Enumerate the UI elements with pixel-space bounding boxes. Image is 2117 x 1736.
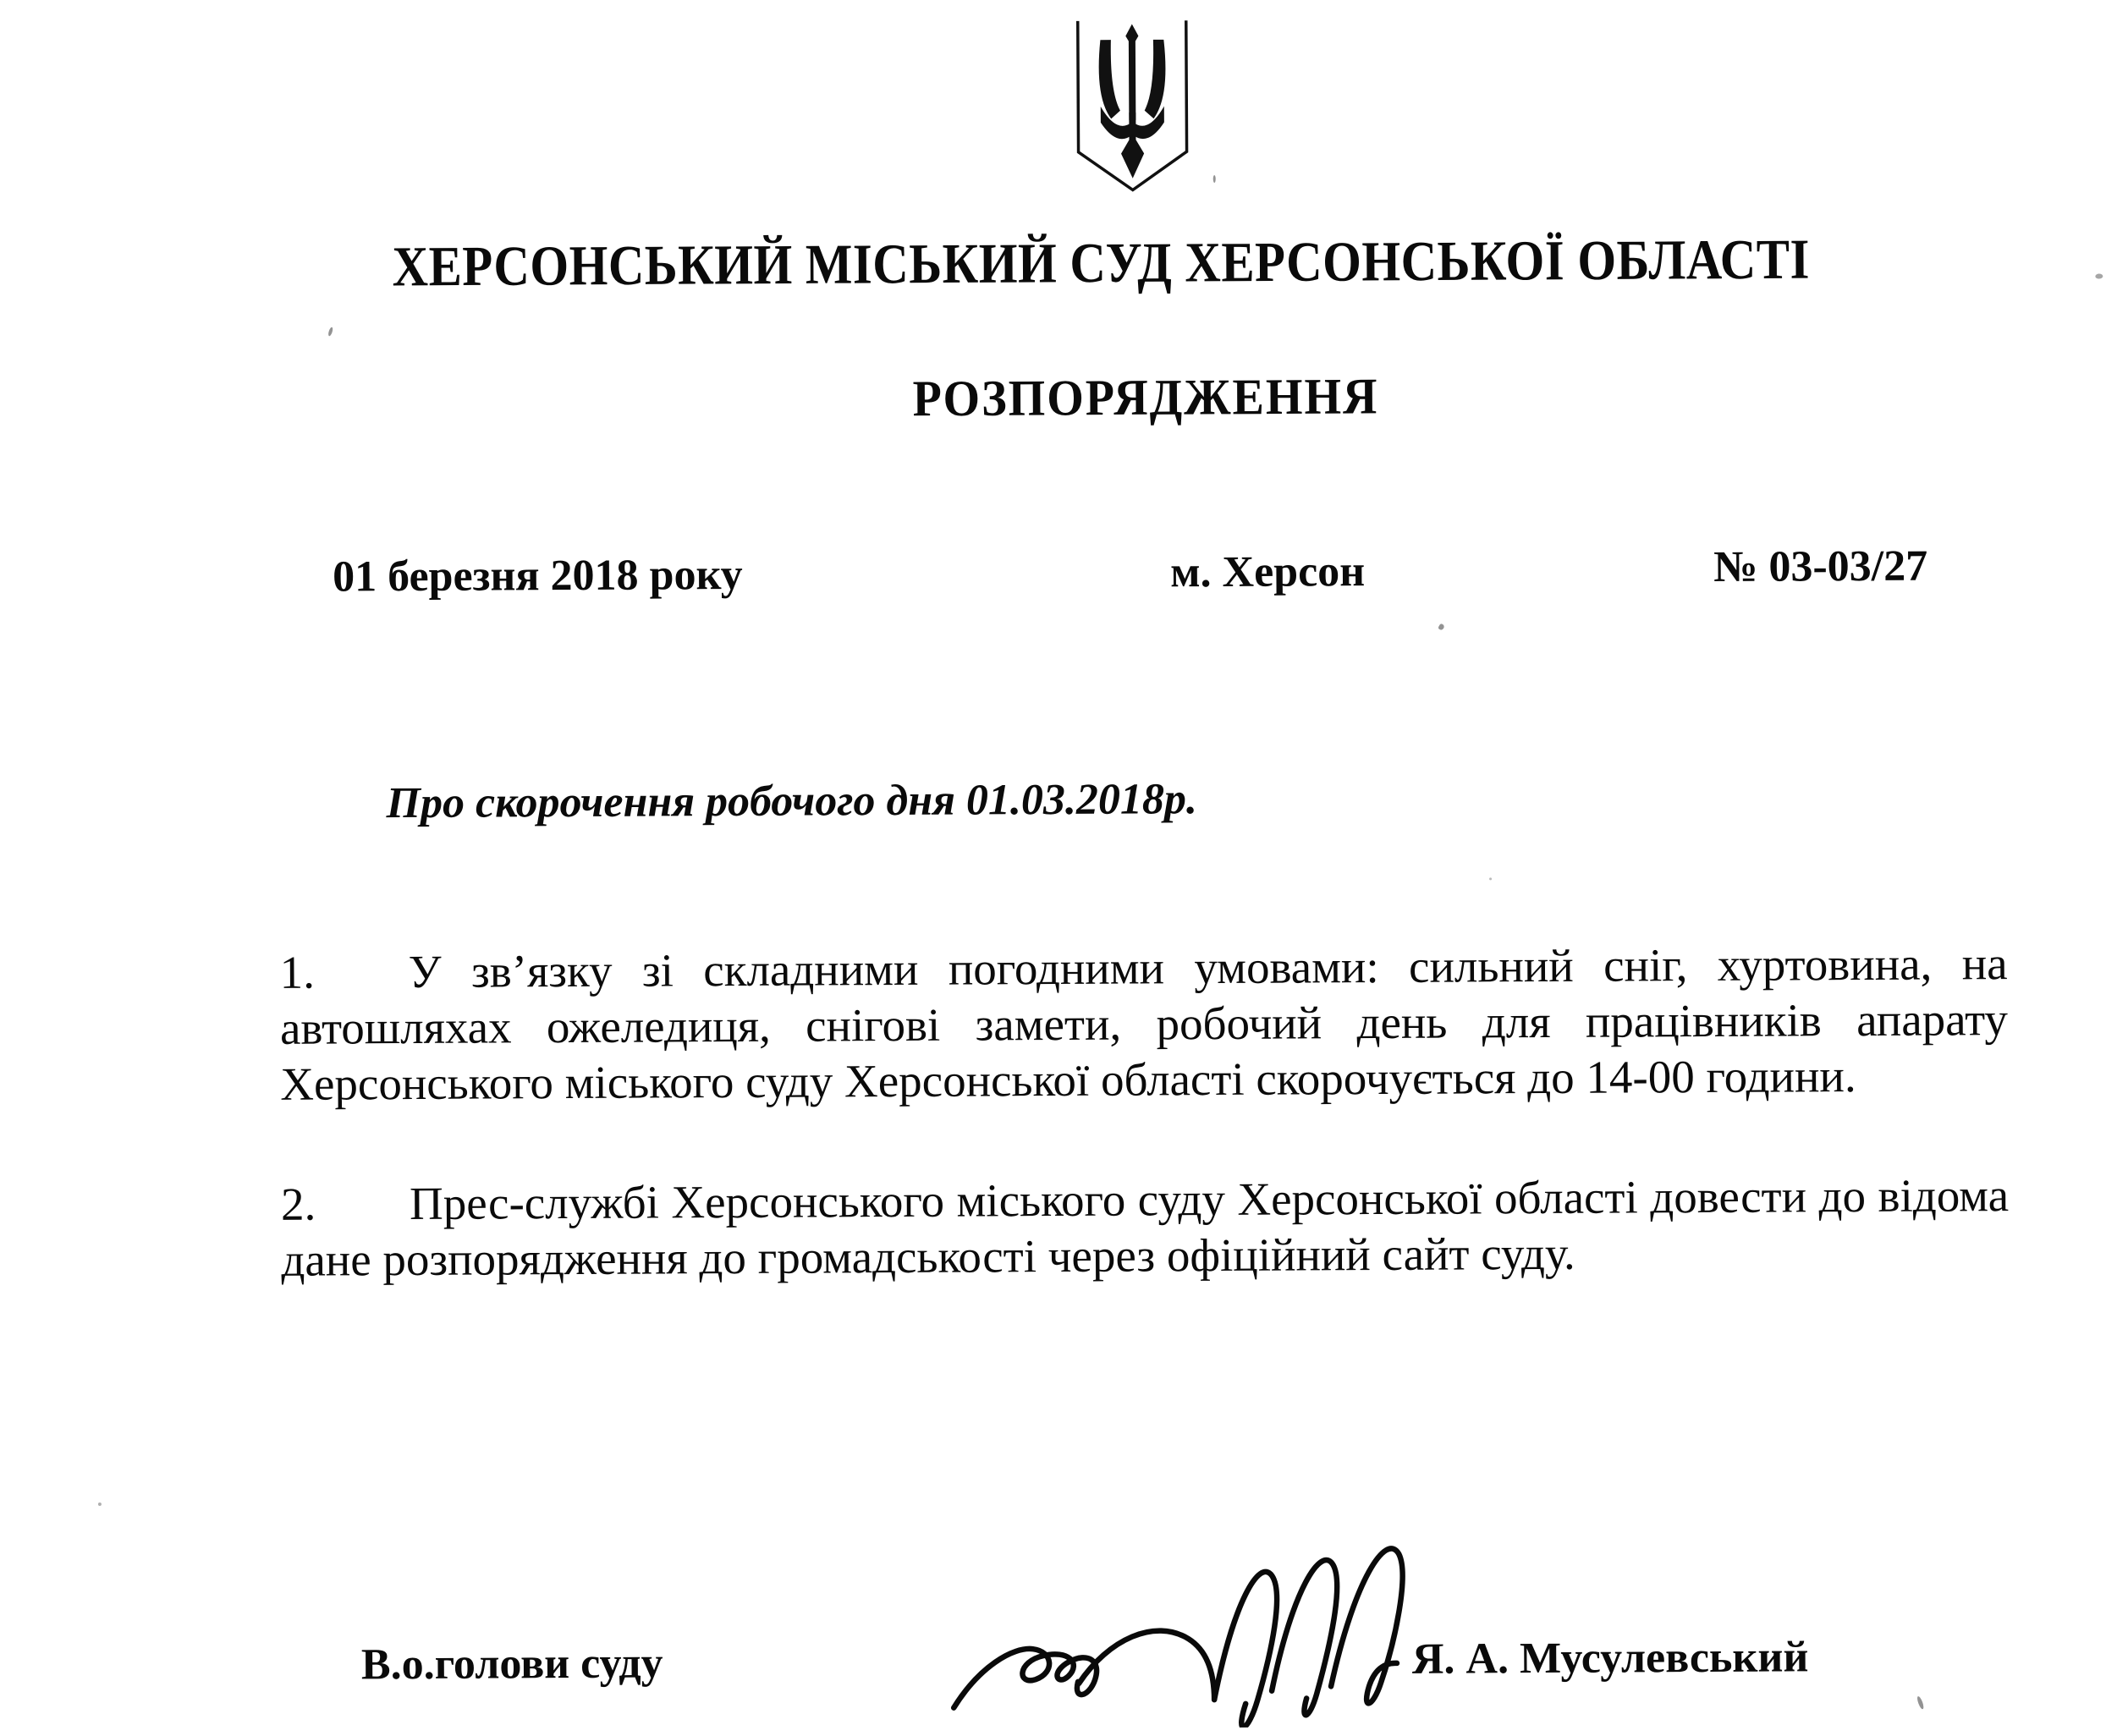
paragraph-1-text: У зв’язку зі складними погодними умовами: сильний сніг, хуртовина, на автошляхах ожеледиця, снігові замети, робочий день для працівників апарату Херсонського міського суду Херсонської області скорочується до 14-00 години.: [279, 937, 2009, 1110]
paragraph-1: [279, 936, 2008, 1112]
paragraph-2: [281, 1167, 2010, 1288]
scan-speck: [2095, 274, 2103, 279]
paragraph-2-number: 2.: [280, 1178, 316, 1230]
document-type-heading: РОЗПОРЯДЖЕННЯ: [912, 368, 1379, 428]
document-city: м. Херсон: [1170, 547, 1366, 597]
signer-name: Я. А. Мусулевський: [1411, 1633, 1809, 1684]
court-name-title: ХЕРСОНСЬКИЙ МІСЬКИЙ СУД ХЕРСОНСЬКОЇ ОБЛАСТІ: [392, 228, 1811, 299]
scan-speck: [1438, 624, 1445, 631]
document-subject: Про скорочення робочого дня 01.03.2018р.: [386, 775, 1198, 828]
scan-speck: [1916, 1695, 1925, 1710]
signer-position-label: В.о.голови суду: [360, 1639, 663, 1689]
scan-speck: [1489, 877, 1492, 880]
document-number: № 03-03/27: [1713, 541, 1928, 591]
scan-speck: [1213, 175, 1216, 183]
paragraph-1-number: 1.: [279, 946, 316, 998]
scan-speck: [98, 1503, 102, 1506]
ukraine-trident-emblem-icon: [1072, 18, 1193, 198]
paragraph-2-text: Прес-службі Херсонського міського суду Херсонської області довести до відома дане розпорядження до громадськості через офіційний сайт суду.: [281, 1169, 2010, 1286]
document-date: 01 березня 2018 року: [333, 550, 743, 602]
scan-speck: [327, 327, 333, 337]
handwritten-signature: [934, 1535, 1527, 1729]
